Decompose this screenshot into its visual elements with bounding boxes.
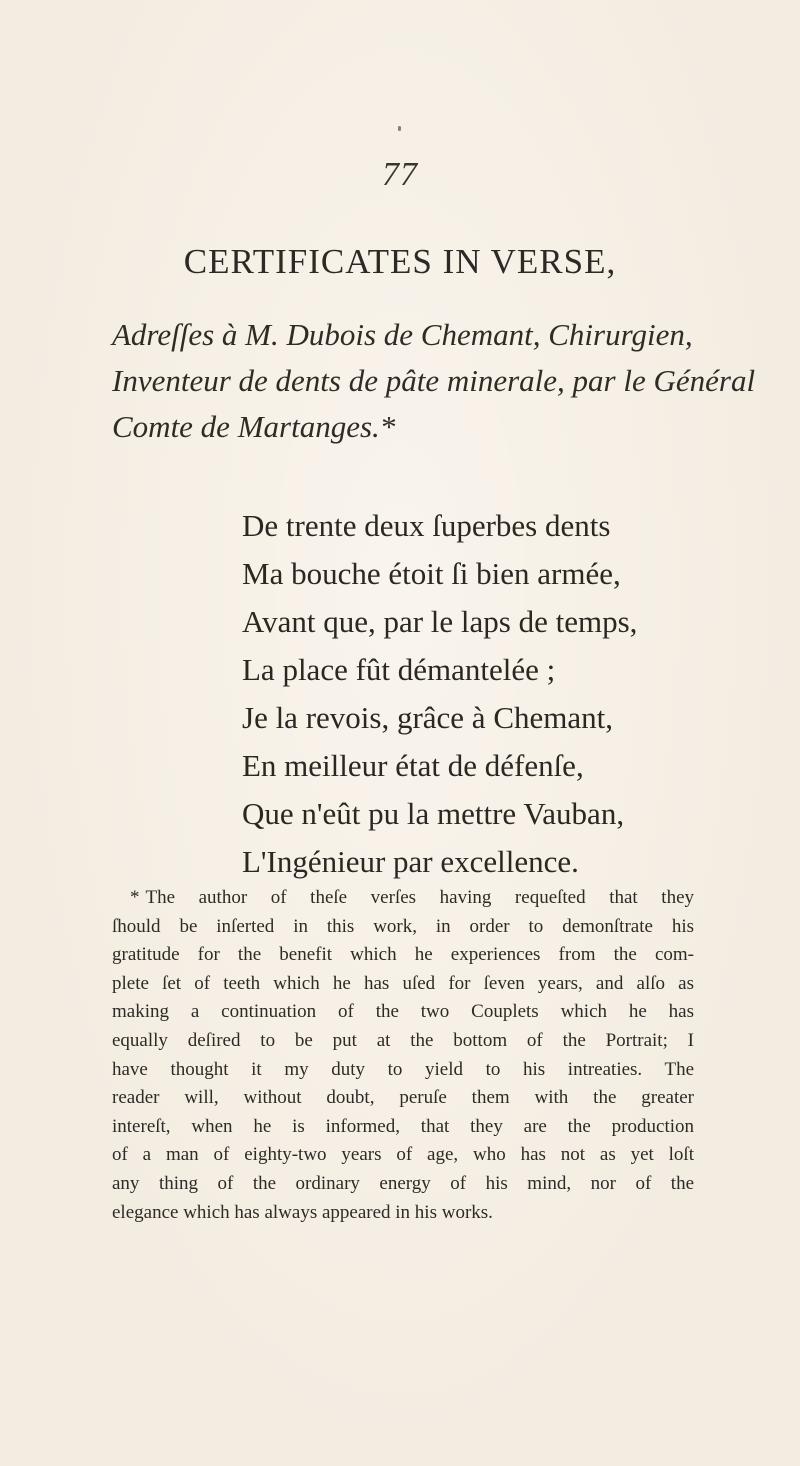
footnote-marker: * xyxy=(130,887,140,908)
footnote xyxy=(112,884,694,1227)
footnote-line: making a continuation of the two Couplets which he has xyxy=(112,1001,694,1023)
subtitle-line: Comte de Martanges.* xyxy=(112,409,396,444)
footnote-line: elegance which has always appeared in his works. xyxy=(112,1201,493,1223)
page-number: 77 xyxy=(382,156,418,193)
footnote-line: of a man of eighty-two years of age, who has not as yet loſt xyxy=(112,1144,694,1166)
footnote-line xyxy=(112,884,694,913)
footnote-line: gratitude for the benefit which he experiences from the com- xyxy=(112,944,694,966)
poem-line: Que n'eût pu la mettre Vauban, xyxy=(242,796,625,831)
ink-speck xyxy=(398,126,401,131)
section-title: CERTIFICATES IN VERSE, xyxy=(183,242,617,281)
poem-line: La place fût démantelée ; xyxy=(242,652,556,687)
footnote-line: reader will, without doubt, peruſe them with the greater xyxy=(112,1087,694,1109)
footnote-line: plete ſet of teeth which he has uſed for ſeven years, and alſo as xyxy=(112,972,694,994)
footnote-line: intereſt, when he is informed, that they are the production xyxy=(112,1115,694,1137)
poem xyxy=(242,502,782,886)
subtitle-line: Adreſſes à M. Dubois de Chemant, Chirurgien, xyxy=(112,317,693,352)
dedication-subtitle xyxy=(112,312,772,450)
footnote-line: have thought it my duty to yield to his intreaties. The xyxy=(112,1058,694,1080)
footnote-line: ſhould be inſerted in this work, in order to demonſtrate his xyxy=(112,915,694,937)
poem-line: Ma bouche étoit ſi bien armée, xyxy=(242,556,621,591)
poem-line: Avant que, par le laps de temps, xyxy=(242,604,638,639)
poem-line: Je la revois, grâce à Chemant, xyxy=(242,700,613,735)
footnote-text: The author of theſe verſes having requeſted that they xyxy=(145,887,694,908)
poem-line: De trente deux ſuperbes dents xyxy=(242,508,611,543)
poem-line: En meilleur état de défenſe, xyxy=(242,748,584,783)
poem-line: L'Ingénieur par excellence. xyxy=(242,844,579,879)
footnote-line: any thing of the ordinary energy of his mind, nor of the xyxy=(112,1172,694,1194)
subtitle-line: Inventeur de dents de pâte minerale, par le Général xyxy=(112,363,756,398)
footnote-line: equally deſired to be put at the bottom of the Portrait; I xyxy=(112,1029,694,1051)
